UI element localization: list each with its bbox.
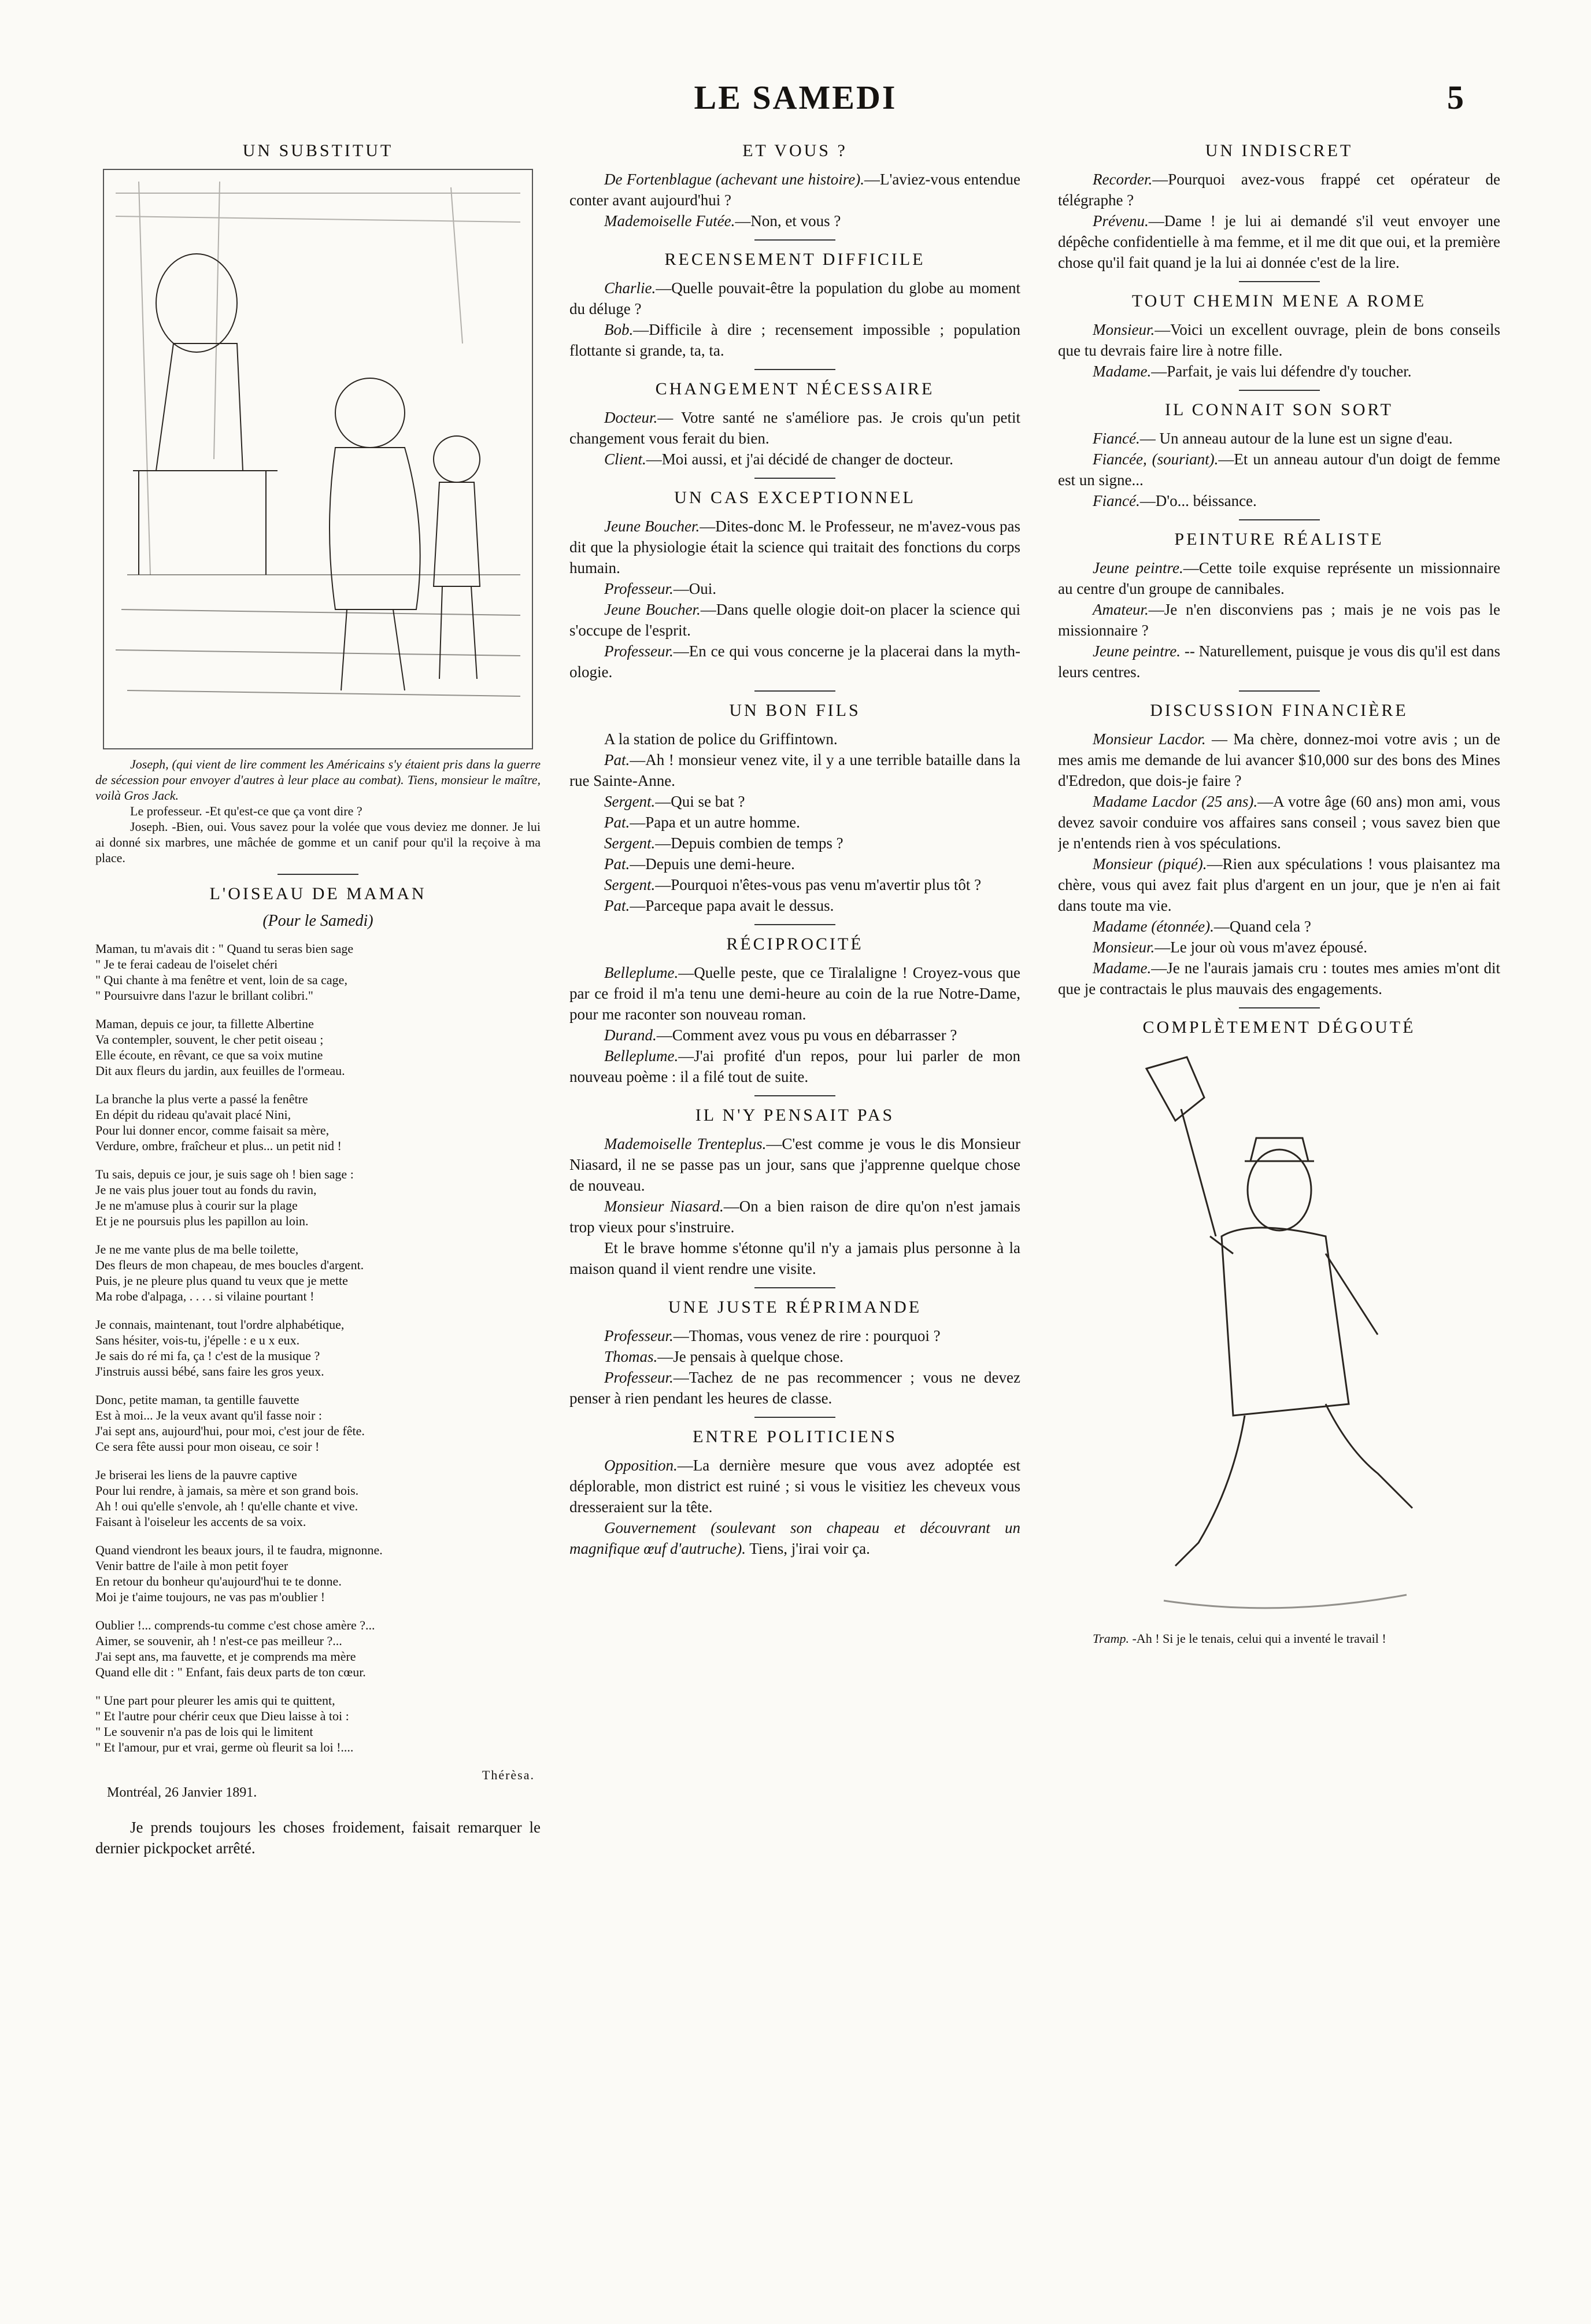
divider — [1239, 281, 1320, 282]
divider — [278, 874, 358, 875]
pensait-line — [569, 1196, 1020, 1237]
reprimande-line — [569, 1346, 1020, 1367]
poem-line: Je ne m'amuse plus à courir sur la plage — [95, 1198, 298, 1213]
column-2 — [569, 133, 1020, 2278]
newspaper-title: LE SAMEDI — [694, 79, 897, 116]
column-1 — [95, 133, 541, 2278]
dialogue-text: -- Naturellement, puisque je vous dis qu'il est dans leurs centres. — [1058, 642, 1500, 681]
dialogue-text: — Ma chère, donnez-moi votre avis ; un de mes amis me demande de lui avancer $10,000 sur des bons des Mines d'Edredon, que dois-je faire ? — [1058, 730, 1500, 789]
speaker-name: Charlie. — [604, 279, 656, 297]
dialogue-text: —L'aviez-vous entendue conter avant aujourd'hui ? — [569, 171, 1020, 209]
speaker-name: Monsieur. — [1093, 321, 1155, 338]
reciprocite-line — [569, 1045, 1020, 1087]
speaker-name: Monsieur (piqué). — [1093, 855, 1207, 873]
speaker-name: Recorder. — [1093, 171, 1153, 188]
bon_fils-intro: A la station de police du Griffintown. — [604, 730, 838, 748]
dialogue-text: —En ce qui vous concerne je la placerai dans la myth-ologie. — [569, 642, 1020, 681]
dialogue-text: —Dame ! je lui ai demandé s'il veut envoyer une dépêche confidentielle à ma femme, et il me dit que oui, et la première chose qu'il fait quand je la lui ai donnée c'est de la lire. — [1058, 212, 1500, 271]
poem-line: Venir battre de l'aile à mon petit foyer — [95, 1558, 288, 1573]
reciprocite-title: RÉCIPROCITÉ — [726, 934, 864, 954]
bon_fils-line — [569, 874, 1020, 895]
speaker-name: Fiancée, (souriant). — [1093, 450, 1219, 468]
dialogue-text: —Cette toile exquise représente un missionnaire au centre d'un groupe de cannibales. — [1058, 559, 1500, 597]
rome-line — [1058, 319, 1500, 361]
speaker-name: Professeur. — [604, 1369, 674, 1386]
speaker-name: Jeune peintre. — [1093, 642, 1181, 660]
et_vous-line — [569, 169, 1020, 210]
poem-line: Je briserai les liens de la pauvre captive — [95, 1468, 297, 1482]
substitut-illustration — [103, 169, 533, 749]
divider — [1239, 519, 1320, 520]
substitut-caption — [95, 756, 541, 866]
indiscret-line — [1058, 210, 1500, 273]
divider — [754, 924, 835, 925]
speaker-name: Tramp. — [1093, 1631, 1129, 1646]
speaker-name: Opposition. — [604, 1457, 678, 1474]
caption-line: Joseph, (qui vient de lire comment les Américains s'y étaient pris dans la guerre de sécession pour envoyer d'autres à leur place au combat). Tiens, monsieur le maître, voilà Gros Jack. — [95, 757, 541, 803]
poem-stanza — [95, 1166, 541, 1229]
financiere-line — [1058, 916, 1500, 937]
dialogue-text: —Je ne l'aurais jamais cru : toutes mes amies m'ont dit que je contractais le plus mauvais des engagements. — [1058, 959, 1500, 997]
cas-line — [569, 516, 1020, 578]
reprimande-line — [569, 1325, 1020, 1346]
reciprocite-line — [569, 1025, 1020, 1045]
poem-line: " Poursuivre dans l'azur le brillant colibri." — [95, 988, 313, 1003]
dialogue-text: —Comment avez vous pu vous en débarrasser ? — [656, 1026, 957, 1044]
indiscret-title: UN INDISCRET — [1205, 141, 1353, 160]
et_vous-line — [569, 210, 1020, 231]
dialogue-text: —Et un anneau autour d'un doigt de femme est un signe... — [1058, 450, 1500, 489]
poem-stanza — [95, 1392, 541, 1454]
poem-line: Est à moi... Je la veux avant qu'il fasse noir : — [95, 1408, 322, 1423]
bon_fils-line — [569, 791, 1020, 812]
poem-signature: Thérèsa. — [482, 1768, 535, 1782]
poem-line: Et je ne poursuis plus les papillon au loin. — [95, 1214, 309, 1228]
dialogue-text: —Parfait, je vais lui défendre d'y toucher. — [1151, 363, 1412, 380]
speaker-name: Professeur. — [604, 580, 674, 597]
poem-subtitle: (Pour le Samedi) — [262, 912, 373, 930]
poem-body — [95, 941, 541, 1755]
changement-line — [569, 449, 1020, 470]
cas-line — [569, 641, 1020, 682]
dialogue-text: —Depuis une demi-heure. — [630, 855, 795, 873]
poem-line: En retour du bonheur qu'aujourd'hui te te donne. — [95, 1574, 342, 1588]
peinture-line — [1058, 557, 1500, 599]
peinture-line — [1058, 641, 1500, 682]
poem-stanza — [95, 1317, 541, 1379]
bon_fils-line — [569, 895, 1020, 916]
poem-line: Puis, je ne pleure plus quand tu veux que je mette — [95, 1273, 348, 1288]
divider — [754, 1287, 835, 1288]
changement-line — [569, 407, 1020, 449]
poem-line: Ce sera fête aussi pour mon oiseau, ce soir ! — [95, 1439, 320, 1454]
bon_fils-line — [569, 812, 1020, 833]
bon_fils-line — [569, 749, 1020, 791]
divider — [754, 690, 835, 692]
rome-line — [1058, 361, 1500, 382]
substitut-title: UN SUBSTITUT — [242, 141, 394, 160]
poem-line: Donc, petite maman, ta gentille fauvette — [95, 1392, 299, 1407]
dialogue-text: —C'est comme je vous le dis Monsieur Niasard, il ne se passe pas un jour, sans que j'apprenne quelque chose de nouveau. — [569, 1135, 1020, 1194]
financiere-line — [1058, 958, 1500, 999]
dialogue-text: — Un anneau autour de la lune est un signe d'eau. — [1139, 430, 1453, 447]
financiere-line — [1058, 854, 1500, 916]
poem-line: Va contempler, souvent, le cher petit oiseau ; — [95, 1032, 324, 1047]
divider — [754, 239, 835, 241]
divider — [1239, 1007, 1320, 1008]
dialogue-text: —Difficile à dire ; recensement impossible ; population flottante si grande, ta, ta. — [569, 321, 1020, 359]
caption-line: Le professeur. -Et qu'est-ce que ça vont dire ? — [130, 804, 362, 818]
pensait-title: IL N'Y PENSAIT PAS — [695, 1106, 895, 1125]
poem-line: " Et l'autre pour chérir ceux que Dieu laisse à toi : — [95, 1709, 349, 1723]
poem-line: J'ai sept ans, aujourd'hui, pour moi, c'est jour de fête. — [95, 1424, 365, 1438]
dialogue-text: —Quelle peste, que ce Tiralaligne ! Croyez-vous que par ce froid il m'a tenu une demi-heure au coin de la rue Notre-Dame, pour me raconter son nouveau roman. — [569, 964, 1020, 1023]
poem-line: Ah ! oui qu'elle s'envole, ah ! qu'elle chante et vive. — [95, 1499, 358, 1513]
poem-line: Pour lui donner encor, comme faisait sa mère, — [95, 1123, 330, 1137]
speaker-name: Bob. — [604, 321, 634, 338]
speaker-name: Sergent. — [604, 793, 656, 810]
divider — [754, 369, 835, 370]
poem-stanza — [95, 1693, 541, 1755]
dialogue-text: —J'ai profité d'un repos, pour lui parler de mon nouveau poème : il a filé tout de suite. — [569, 1047, 1020, 1085]
dialogue-text: -Ah ! Si je le tenais, celui qui a inventé le travail ! — [1128, 1631, 1386, 1646]
dialogue-text: —Quand cela ? — [1213, 918, 1311, 935]
speaker-name: Prévenu. — [1093, 212, 1149, 230]
poem-line: Elle écoute, en rêvant, ce que sa voix mutine — [95, 1048, 323, 1062]
dialogue-text: —Papa et un autre homme. — [630, 814, 800, 831]
divider — [754, 1417, 835, 1418]
peinture-line — [1058, 599, 1500, 641]
peinture-title: PEINTURE RÉALISTE — [1174, 530, 1384, 549]
changement-title: CHANGEMENT NÉCESSAIRE — [655, 379, 935, 398]
recensement-line — [569, 278, 1020, 319]
dialogue-text: —Pourquoi avez-vous frappé cet opérateur de télégraphe ? — [1058, 171, 1500, 209]
speaker-name: Pat. — [604, 751, 630, 768]
poem-line: " Et l'amour, pur et vrai, germe où fleurit sa loi !.... — [95, 1740, 354, 1754]
speaker-name: Jeune Boucher. — [604, 518, 700, 535]
speaker-name: Madame (étonnée). — [1093, 918, 1214, 935]
dialogue-text: —Dans quelle ologie doit-on placer la science qui s'occupe de l'esprit. — [569, 601, 1020, 639]
dialogue-text: —Dites-donc M. le Professeur, ne m'avez-vous pas dit que la physiologie était la science qui traitait des fonctions du corps humain. — [569, 518, 1020, 577]
degoute-caption-line — [1058, 1631, 1500, 1646]
speaker-name: Sergent. — [604, 876, 656, 893]
speaker-name: Madame. — [1093, 363, 1152, 380]
poem-line: Sans hésiter, vois-tu, j'épelle : e u x eux. — [95, 1333, 300, 1347]
speaker-name: Sergent. — [604, 834, 656, 852]
bon_fils-line — [569, 854, 1020, 874]
speaker-name: Belleplume. — [604, 1047, 679, 1065]
poem-line: En dépit du rideau qu'avait placé Nini, — [95, 1107, 291, 1122]
sort-line — [1058, 428, 1500, 449]
rome-title: TOUT CHEMIN MENE A ROME — [1131, 291, 1427, 311]
dialogue-text: —Je n'en disconviens pas ; mais je ne vois pas le missionnaire ? — [1058, 601, 1500, 639]
recensement-title: RECENSEMENT DIFFICILE — [664, 250, 926, 269]
speaker-name: Jeune peintre. — [1093, 559, 1183, 577]
closing-anecdote: Je prends toujours les choses froidement, faisait remarquer le dernier pickpocket arrêté. — [95, 1819, 541, 1857]
speaker-name: Client. — [604, 450, 646, 468]
poem-line: Je ne me vante plus de ma belle toilette, — [95, 1242, 299, 1257]
poem-line: Je ne vais plus jouer tout au fonds du ravin, — [95, 1183, 317, 1197]
speaker-name: Docteur. — [604, 409, 658, 426]
dialogue-text: —Voici un excellent ouvrage, plein de bons conseils que tu devrais faire lire à notre fille. — [1058, 321, 1500, 359]
speaker-name: Monsieur Niasard. — [604, 1198, 724, 1215]
speaker-name: Fiancé. — [1093, 492, 1140, 509]
recensement-line — [569, 319, 1020, 361]
poem-stanza — [95, 1091, 541, 1154]
speaker-name: Mademoiselle Trenteplus. — [604, 1135, 767, 1152]
speaker-name: Durand. — [604, 1026, 657, 1044]
poem-title: L'OISEAU DE MAMAN — [209, 884, 427, 903]
dialogue-text: —Le jour où vous m'avez épousé. — [1155, 939, 1368, 956]
poem-stanza — [95, 1542, 541, 1605]
dialogue-text: —Rien aux spéculations ! vous plaisantez ma chère, vous qui avez fait plus d'argent en un jour, que je n'en ai fait dans toute ma vie. — [1058, 855, 1500, 914]
poem-line: Dit aux fleurs du jardin, aux feuilles de l'ormeau. — [95, 1063, 345, 1078]
poem-line: Je sais do ré mi fa, ça ! c'est de la musique ? — [95, 1348, 320, 1363]
masthead — [0, 78, 1591, 124]
poem-stanza — [95, 941, 541, 1003]
poem-line: J'instruis aussi bébé, sans faire les gros yeux. — [95, 1364, 324, 1379]
politiciens-title: ENTRE POLITICIENS — [693, 1427, 897, 1446]
cas-line — [569, 599, 1020, 641]
dialogue-text: —Pourquoi n'êtes-vous pas venu m'avertir plus tôt ? — [655, 876, 982, 893]
dialogue-text: —On a bien raison de dire qu'on n'est jamais trop vieux pour s'instruire. — [569, 1198, 1020, 1236]
poem-line: Ma robe d'alpaga, . . . . si vilaine pourtant ! — [95, 1289, 314, 1303]
speaker-name: Gouvernement (soulevant son chapeau et découvrant un magnifique œuf d'autruche). — [569, 1519, 1020, 1557]
speaker-name: Professeur. — [604, 1327, 674, 1344]
speaker-name: Monsieur Lacdor. — [1093, 730, 1206, 748]
cas-title: UN CAS EXCEPTIONNEL — [674, 488, 916, 507]
financiere-line — [1058, 791, 1500, 854]
financiere-line — [1058, 937, 1500, 958]
poem-line: Je connais, maintenant, tout l'ordre alphabétique, — [95, 1317, 345, 1332]
divider — [754, 1095, 835, 1096]
page-number: 5 — [1447, 79, 1464, 116]
poem-line: Faisant à l'oiseleur les accents de sa voix. — [95, 1514, 306, 1529]
speaker-name: Madame. — [1093, 959, 1152, 977]
column-3 — [1058, 133, 1500, 2278]
dialogue-text: —D'o... béissance. — [1139, 492, 1257, 509]
degoute-caption — [1058, 1631, 1500, 1646]
politiciens-line — [569, 1455, 1020, 1517]
poem-line: Oublier !... comprends-tu comme c'est chose amère ?... — [95, 1618, 375, 1632]
dialogue-text: —Je pensais à quelque chose. — [657, 1348, 843, 1365]
poem-line: Maman, depuis ce jour, ta fillette Albertine — [95, 1017, 314, 1031]
speaker-name: Pat. — [604, 855, 630, 873]
speaker-name: Monsieur. — [1093, 939, 1155, 956]
sort-line — [1058, 449, 1500, 490]
speaker-name: Thomas. — [604, 1348, 658, 1365]
dialogue-text: —A votre âge (60 ans) mon ami, vous devez savoir conduire vos affaires sans conseil ; vous savez bien que je n'entends rien à vos spéculations. — [1058, 793, 1500, 852]
poem-line: Pour lui rendre, à jamais, sa mère et son grand bois. — [95, 1483, 359, 1498]
speaker-name: Mademoiselle Futée. — [604, 212, 735, 230]
poem-line: " Qui chante à ma fenêtre et vent, loin de sa cage, — [95, 973, 347, 987]
dialogue-text: —Quelle pouvait-être la population du globe au moment du déluge ? — [569, 279, 1020, 317]
bon_fils-title: UN BON FILS — [729, 701, 861, 720]
financiere-title: DISCUSSION FINANCIÈRE — [1150, 701, 1408, 720]
divider — [1239, 690, 1320, 692]
poem-line: Quand viendront les beaux jours, il te faudra, mignonne. — [95, 1543, 383, 1557]
poem-stanza — [95, 1467, 541, 1529]
poem-line: " Le souvenir n'a pas de lois qui le limitent — [95, 1724, 313, 1739]
speaker-name: Professeur. — [604, 642, 674, 660]
bon_fils-line — [569, 833, 1020, 854]
speaker-name: Madame Lacdor (25 ans). — [1093, 793, 1258, 810]
poem-line: Verdure, ombre, fraîcheur et plus... un petit nid ! — [95, 1139, 342, 1153]
poem-line: " Une part pour pleurer les amis qui te quittent, — [95, 1693, 335, 1708]
poem-stanza — [95, 1617, 541, 1680]
speaker-name: De Fortenblague (achevant une histoire). — [604, 171, 865, 188]
financiere-line — [1058, 729, 1500, 791]
speaker-name: Pat. — [604, 897, 630, 914]
poem-line: Moi je t'aime toujours, ne vas pas m'oublier ! — [95, 1590, 325, 1604]
tramp-with-axe-illustration — [1106, 1045, 1453, 1624]
poem-line: Aimer, se souvenir, ah ! n'est-ce pas meilleur ?... — [95, 1634, 342, 1648]
dialogue-text: —Parceque papa avait le dessus. — [630, 897, 834, 914]
et_vous-title: ET VOUS ? — [742, 141, 848, 160]
reprimande-title: UNE JUSTE RÉPRIMANDE — [668, 1298, 922, 1317]
speaker-name: Fiancé. — [1093, 430, 1140, 447]
sort-line — [1058, 490, 1500, 511]
dialogue-text: —Moi aussi, et j'ai décidé de changer de docteur. — [646, 450, 953, 468]
dialogue-text: —Depuis combien de temps ? — [655, 834, 843, 852]
speaker-name: Jeune Boucher. — [604, 601, 701, 618]
caption-line: Joseph. -Bien, oui. Vous savez pour la volée que vous deviez me donner. Je lui ai donné six marbres, une mâchée de gomme et un canif pour qu'il la reçoive à ma place. — [95, 819, 541, 865]
poem-line: Quand elle dit : " Enfant, fais deux parts de ton cœur. — [95, 1665, 366, 1679]
dialogue-text: —Tachez de ne pas recommencer ; vous ne devez penser à rien pendant les heures de classe. — [569, 1369, 1020, 1407]
dialogue-text: —La dernière mesure que vous avez adoptée est déplorable, mon district est ruiné ; si vous le visitiez les cheveux vous dresseraient sur la tête. — [569, 1457, 1020, 1516]
degoute-title: COMPLÈTEMENT DÉGOUTÉ — [1142, 1018, 1416, 1037]
pensait-line — [569, 1133, 1020, 1196]
dialogue-text: —Qui se bat ? — [655, 793, 745, 810]
dialogue-text: Tiens, j'irai voir ça. — [746, 1540, 870, 1557]
reciprocite-line — [569, 962, 1020, 1025]
dialogue-text: — Votre santé ne s'améliore pas. Je crois qu'un petit changement vous ferait du bien. — [569, 409, 1020, 447]
divider — [1239, 390, 1320, 391]
politiciens-line — [569, 1517, 1020, 1559]
poem-line: La branche la plus verte a passé la fenêtre — [95, 1092, 308, 1106]
dialogue-text: —Oui. — [673, 580, 716, 597]
cas-line — [569, 578, 1020, 599]
dialogue-text: —Thomas, vous venez de rire : pourquoi ? — [673, 1327, 941, 1344]
poem-stanza — [95, 1016, 541, 1078]
poem-stanza — [95, 1242, 541, 1304]
speaker-name: Pat. — [604, 814, 630, 831]
poem-line: Maman, tu m'avais dit : " Quand tu seras bien sage — [95, 941, 354, 956]
pensait-closing: Et le brave homme s'étonne qu'il n'y a jamais plus personne à la maison quand il vient rendre une visite. — [569, 1239, 1020, 1277]
reprimande-line — [569, 1367, 1020, 1409]
divider — [754, 478, 835, 479]
sort-title: IL CONNAIT SON SORT — [1164, 400, 1394, 419]
poem-date: Montréal, 26 Janvier 1891. — [107, 1785, 257, 1800]
poem-line: Des fleurs de mon chapeau, de mes boucles d'argent. — [95, 1258, 364, 1272]
indiscret-line — [1058, 169, 1500, 210]
poem-line: Tu sais, depuis ce jour, je suis sage oh ! bien sage : — [95, 1167, 354, 1181]
speaker-name: Belleplume. — [604, 964, 679, 981]
poem-line: J'ai sept ans, ma fauvette, et je comprends ma mère — [95, 1649, 356, 1664]
dialogue-text: —Non, et vous ? — [735, 212, 841, 230]
speaker-name: Amateur. — [1093, 601, 1149, 618]
dialogue-text: —Ah ! monsieur venez vite, il y a une terrible bataille dans la rue Sainte-Anne. — [569, 751, 1020, 789]
poem-line: " Je te ferai cadeau de l'oiselet chéri — [95, 957, 278, 971]
